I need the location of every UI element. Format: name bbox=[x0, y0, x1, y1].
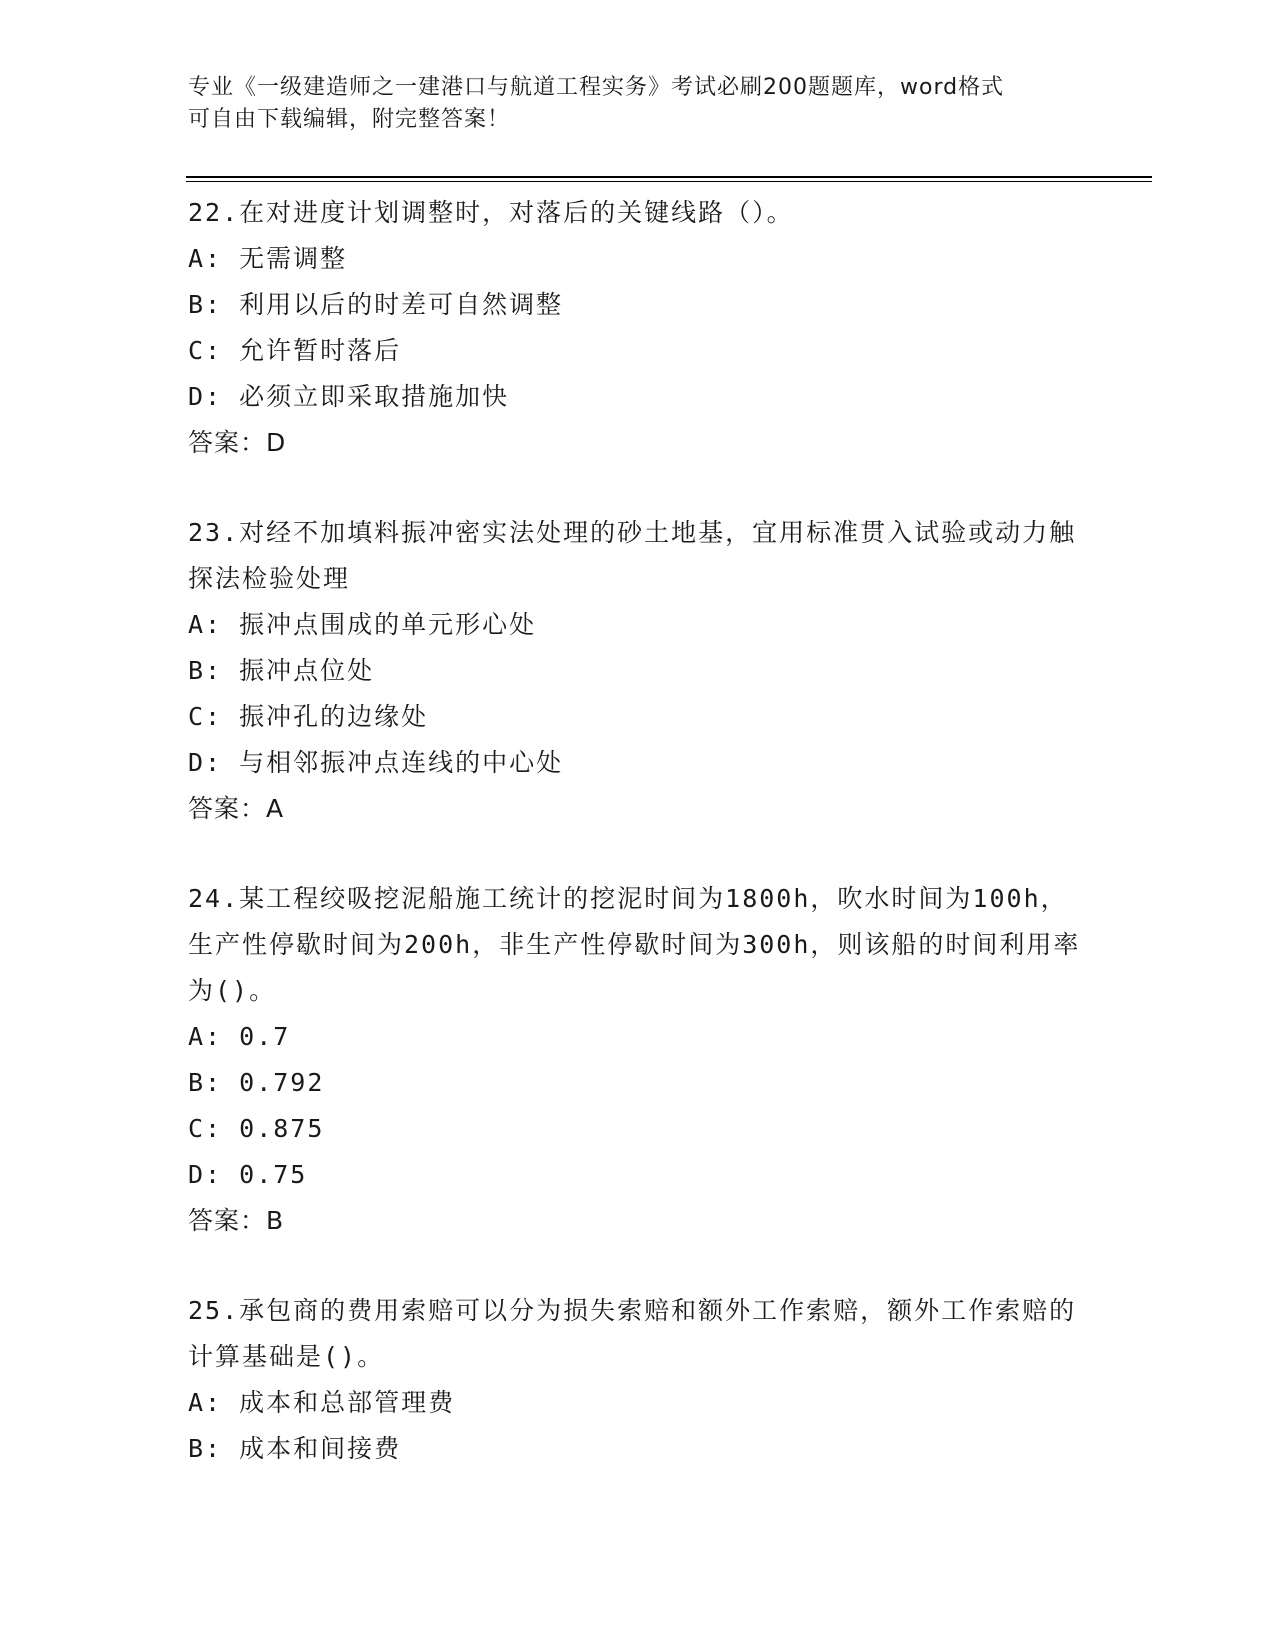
option-d: D: 必须立即采取措施加快 bbox=[188, 382, 510, 411]
question-text: 23.对经不加填料振冲密实法处理的砂土地基，宜用标准贯入试验或动力触探法检验处理 bbox=[188, 518, 1077, 593]
answer: 答案：A bbox=[188, 794, 285, 823]
option-a: A: 振冲点围成的单元形心处 bbox=[188, 610, 537, 639]
option-b: B: 0.792 bbox=[188, 1068, 325, 1097]
answer: 答案：D bbox=[188, 428, 287, 457]
option-c: C: 振冲孔的边缘处 bbox=[188, 702, 429, 731]
question-text: 25.承包商的费用索赔可以分为损失索赔和额外工作索赔，额外工作索赔的计算基础是()。 bbox=[188, 1296, 1077, 1371]
question-24 bbox=[188, 876, 1088, 1244]
header-line-1: 专业《一级建造师之一建港口与航道工程实务》考试必刷200题题库，word格式 bbox=[188, 75, 1005, 100]
question-list bbox=[188, 190, 1088, 1472]
option-d: D: 0.75 bbox=[188, 1160, 308, 1189]
option-a: A: 无需调整 bbox=[188, 244, 348, 273]
option-a: A: 成本和总部管理费 bbox=[188, 1388, 456, 1417]
question-25 bbox=[188, 1288, 1088, 1472]
question-text: 22.在对进度计划调整时，对落后的关键线路（）。 bbox=[188, 198, 794, 227]
document-header bbox=[188, 72, 1088, 136]
option-b: B: 成本和间接费 bbox=[188, 1434, 402, 1463]
question-text: 24.某工程绞吸挖泥船施工统计的挖泥时间为1800h，吹水时间为100h，生产性停歇时间为200h，非生产性停歇时间为300h，则该船的时间利用率为()。 bbox=[188, 884, 1081, 1005]
answer: 答案：B bbox=[188, 1206, 285, 1235]
option-b: B: 振冲点位处 bbox=[188, 656, 375, 685]
option-d: D: 与相邻振冲点连线的中心处 bbox=[188, 748, 564, 777]
option-b: B: 利用以后的时差可自然调整 bbox=[188, 290, 564, 319]
option-a: A: 0.7 bbox=[188, 1022, 291, 1051]
question-23 bbox=[188, 510, 1088, 832]
option-c: C: 允许暂时落后 bbox=[188, 336, 402, 365]
question-22 bbox=[188, 190, 1088, 466]
header-divider bbox=[186, 176, 1152, 178]
header-divider-thin bbox=[186, 181, 1152, 182]
option-c: C: 0.875 bbox=[188, 1114, 325, 1143]
header-line-2: 可自由下载编辑，附完整答案！ bbox=[188, 107, 511, 132]
